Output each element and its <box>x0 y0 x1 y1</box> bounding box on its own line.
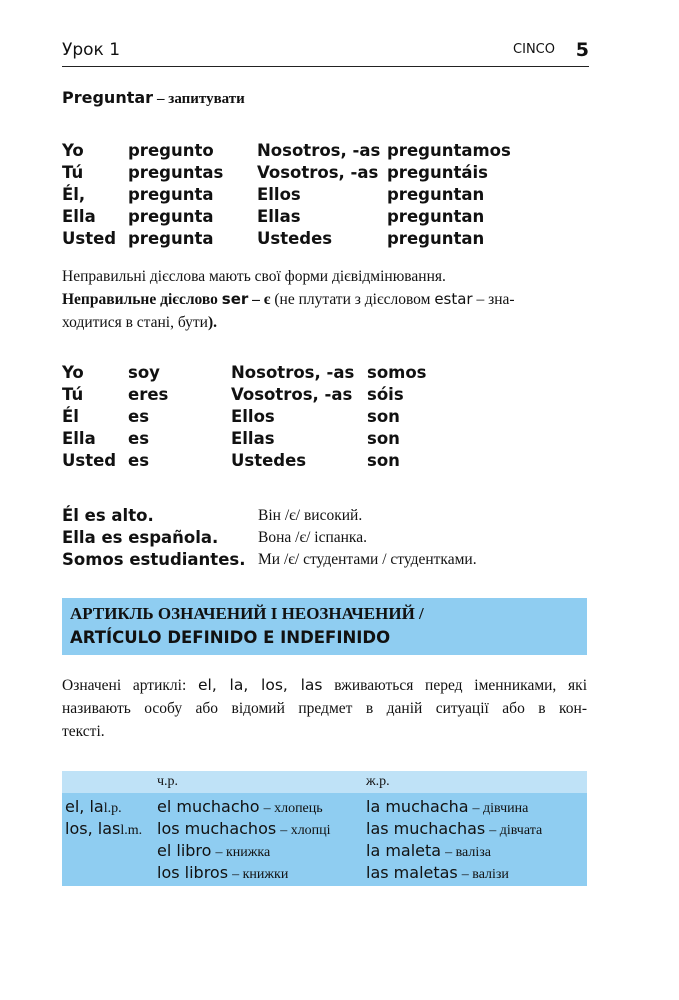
running-title: CINCO <box>513 42 555 57</box>
section-banner <box>62 598 587 655</box>
articles-column <box>62 793 154 886</box>
para-line: тексті. <box>62 723 105 740</box>
noun-gloss: – дівчата <box>489 823 543 838</box>
verb-form: pregunta <box>128 185 214 204</box>
table-row <box>60 406 427 428</box>
table-row <box>60 228 511 250</box>
article-word: los, las <box>65 819 121 838</box>
verb-form: soy <box>128 363 160 382</box>
table-row <box>60 140 511 162</box>
verb-word: Preguntar <box>62 88 154 107</box>
verb-form: somos <box>367 363 427 382</box>
pronoun: Ellas <box>231 429 275 448</box>
example-ukrainian: Він /є/ високий. <box>258 507 363 524</box>
noun-phrase: las maletas <box>366 863 458 882</box>
page-number: 5 <box>575 39 589 61</box>
pronoun: Yo <box>62 363 84 382</box>
pronoun: Tú <box>62 163 84 182</box>
list-item <box>154 862 363 884</box>
header-cell <box>62 771 154 793</box>
pronoun: Ellos <box>231 407 275 426</box>
irregular-verbs-note <box>62 265 587 334</box>
verb-form: pregunto <box>128 141 214 160</box>
noun-phrase: los muchachos <box>157 819 277 838</box>
articles-rest: вживаються перед іменниками, які <box>334 677 587 694</box>
example-ukrainian: Вона /є/ іспанка. <box>258 529 367 546</box>
verb-translation: – запитувати <box>157 91 245 107</box>
articles-intro: Означені артиклі: <box>62 677 187 694</box>
verb-form: preguntamos <box>387 141 511 160</box>
pronoun: Él, <box>62 185 86 204</box>
table-row <box>60 206 511 228</box>
list-item <box>62 796 154 818</box>
noun-gloss: – книжки <box>232 867 289 882</box>
table-row <box>60 549 477 571</box>
list-item <box>154 796 363 818</box>
pronoun: Nosotros, -as <box>257 141 381 160</box>
example-spanish: Somos estudiantes. <box>62 550 246 569</box>
list-item <box>363 862 587 884</box>
table-row <box>60 428 427 450</box>
noun-phrase: la maleta <box>366 841 442 860</box>
verb-form: son <box>367 429 400 448</box>
noun-phrase: el libro <box>157 841 212 860</box>
table-row <box>60 505 477 527</box>
header-feminine: ж.р. <box>363 771 587 793</box>
conjugation-table-preguntar <box>60 140 511 250</box>
pronoun: Vosotros, -as <box>231 385 353 404</box>
section-title-spanish: ARTÍCULO DEFINIDO E INDEFINIDO <box>70 628 391 647</box>
pronoun: Usted <box>62 451 117 470</box>
page-header <box>62 40 589 67</box>
noun-gloss: – валізи <box>461 867 509 882</box>
pronoun: Yo <box>62 141 84 160</box>
paren-open: (не плутати з дієсловом <box>274 291 431 308</box>
example-ukrainian: Ми /є/ студентами / студентками. <box>258 551 477 568</box>
verb-form: son <box>367 407 400 426</box>
note-line: Неправильні дієслова мають свої форми дієвідмінювання. <box>62 268 446 285</box>
article-word: el, la <box>65 797 104 816</box>
articles-table <box>62 771 587 886</box>
list-item <box>154 818 363 840</box>
pronoun: Ellas <box>257 207 301 226</box>
list-item <box>62 818 154 840</box>
articles-list: el, la, los, las <box>197 676 323 694</box>
pronoun: Él <box>62 407 79 426</box>
noun-gloss: – хлопці <box>280 823 331 838</box>
verb-form: es <box>128 451 150 470</box>
verb-form: son <box>367 451 400 470</box>
list-item <box>363 796 587 818</box>
note-continuation: ходитися в стані, бути <box>62 314 208 331</box>
header-masculine: ч.р. <box>154 771 363 793</box>
pronoun: Ustedes <box>231 451 307 470</box>
note-line <box>62 288 587 311</box>
noun-phrase: el muchacho <box>157 797 260 816</box>
pronoun: Tú <box>62 385 84 404</box>
verb-form: eres <box>128 385 169 404</box>
lesson-label: Урок 1 <box>62 40 121 60</box>
ser-meaning: – є <box>252 291 271 308</box>
noun-gloss: – дівчина <box>472 801 529 816</box>
verb-form: pregunta <box>128 207 214 226</box>
para-line <box>62 674 587 697</box>
verb-form: preguntas <box>128 163 224 182</box>
table-row <box>60 162 511 184</box>
list-item <box>363 818 587 840</box>
table-row <box>60 184 511 206</box>
pronoun: Usted <box>62 229 117 248</box>
verb-title <box>62 88 245 108</box>
verb-form: sóis <box>367 385 404 404</box>
verb-form: preguntan <box>387 229 485 248</box>
verb-form: preguntáis <box>387 163 488 182</box>
verb-form: preguntan <box>387 207 485 226</box>
feminine-column <box>363 793 587 886</box>
table-row <box>60 384 427 406</box>
pronoun: Ella <box>62 207 96 226</box>
section-title-ukrainian: АРТИКЛЬ ОЗНАЧЕНИЙ І НЕОЗНАЧЕНИЙ / <box>70 604 424 623</box>
table-body-row <box>62 793 587 886</box>
note-line <box>62 311 587 334</box>
verb-form: es <box>128 429 150 448</box>
table-row <box>60 527 477 549</box>
para-line: називають особу або відомий предмет в даній ситуації або в кон- <box>62 700 587 717</box>
table-header-row <box>62 771 587 793</box>
table-row <box>60 450 427 472</box>
noun-gloss: – хлопець <box>263 801 323 816</box>
examples-table <box>60 505 477 571</box>
verb-form: preguntan <box>387 185 485 204</box>
list-item <box>363 840 587 862</box>
pronoun: Ella <box>62 429 96 448</box>
pronoun: Vosotros, -as <box>257 163 379 182</box>
note-continuation: – зна- <box>476 291 515 308</box>
paren-close: ). <box>207 314 218 331</box>
grammar-note: l.p. <box>103 801 122 816</box>
note-label: Неправильне дієслово <box>62 291 218 308</box>
verb-form: es <box>128 407 150 426</box>
noun-gloss: – книжка <box>215 845 271 860</box>
pronoun: Nosotros, -as <box>231 363 355 382</box>
grammar-note: l.m. <box>120 823 143 838</box>
articles-paragraph <box>62 674 587 743</box>
list-item <box>154 840 363 862</box>
verb-ser: ser <box>221 290 249 308</box>
conjugation-table-ser <box>60 362 427 472</box>
noun-gloss: – валіза <box>445 845 491 860</box>
masculine-column <box>154 793 363 886</box>
verb-form: pregunta <box>128 229 214 248</box>
example-spanish: Ella es española. <box>62 528 219 547</box>
noun-phrase: la muchacha <box>366 797 469 816</box>
verb-estar: estar <box>434 290 473 308</box>
example-spanish: Él es alto. <box>62 506 154 525</box>
noun-phrase: las muchachas <box>366 819 486 838</box>
pronoun: Ellos <box>257 185 301 204</box>
table-row <box>60 362 427 384</box>
pronoun: Ustedes <box>257 229 333 248</box>
noun-phrase: los libros <box>157 863 229 882</box>
